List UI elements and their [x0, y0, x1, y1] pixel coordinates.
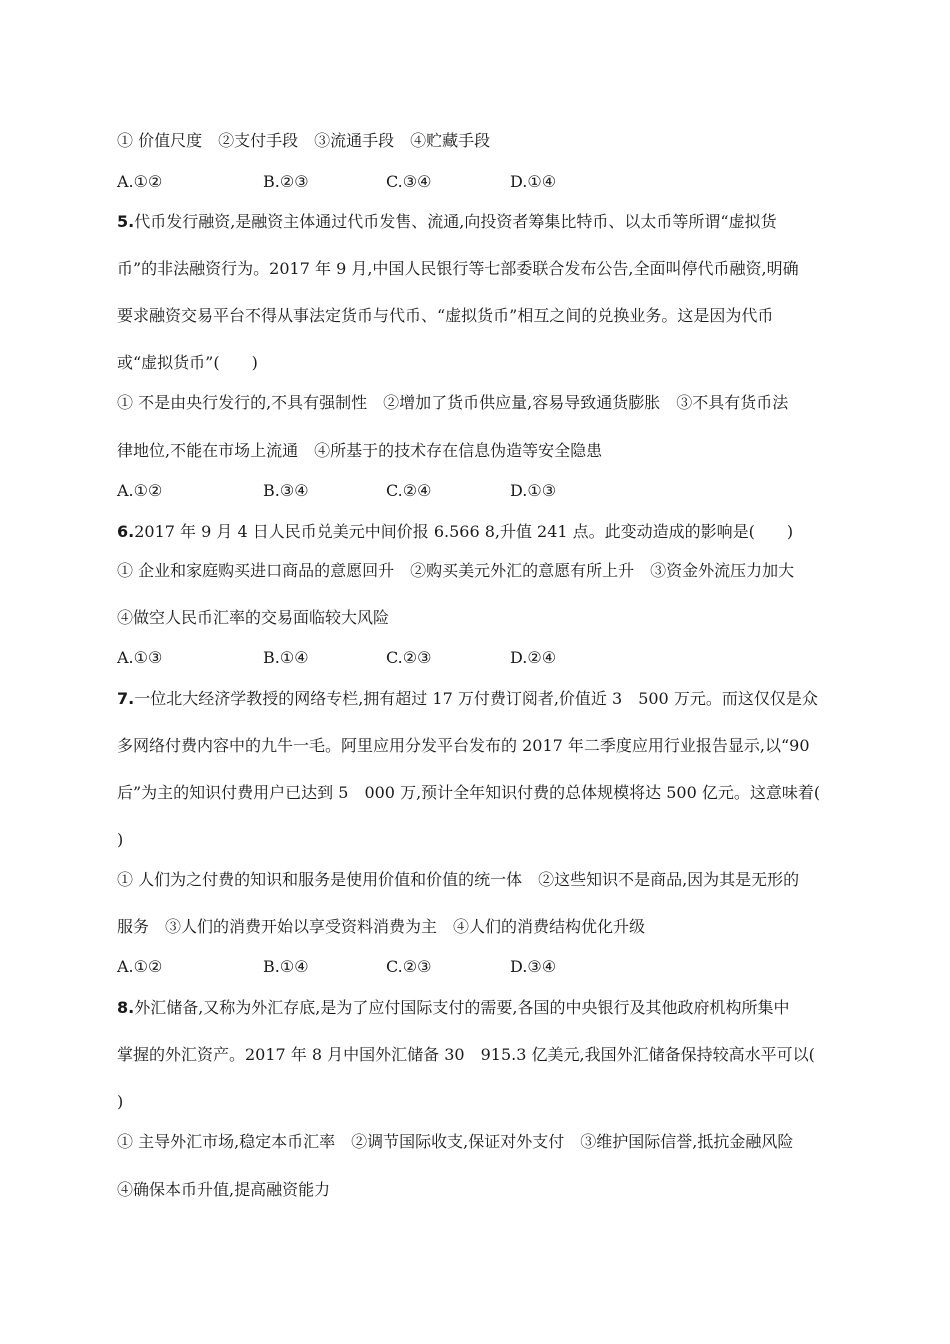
q6-number: 6. [117, 522, 135, 541]
q8-statements-line-2: ④确保本币升值,提高融资能力 [117, 1180, 331, 1199]
q7-stem-line-1 [117, 689, 818, 709]
q5-number: 5. [117, 212, 135, 231]
q7-option-a: A.①② [117, 957, 163, 976]
q4-option-a: A.①② [117, 172, 163, 191]
q5-option-b: B.③④ [263, 481, 309, 500]
q5-stem-line-2: 币”的非法融资行为。2017 年 9 月,中国人民银行等七部委联合发布公告,全面叫停代币融资,明确 [117, 259, 799, 278]
q5-statements-line-1: ① 不是由央行发行的,不具有强制性 ②增加了货币供应量,容易导致通货膨胀 ③不具有货币法 [117, 393, 789, 412]
q8-stem-line-1 [117, 998, 789, 1018]
q5-statements-line-2: 律地位,不能在市场上流通 ④所基于的技术存在信息伪造等安全隐患 [117, 441, 603, 460]
q4-option-b: B.②③ [263, 172, 309, 191]
q5-option-d: D.①③ [510, 481, 557, 500]
q8-stem-line-2: 掌握的外汇资产。2017 年 8 月中国外汇储备 30 915.3 亿美元,我国外汇储备保持较高水平可以( [117, 1045, 815, 1064]
q8-stem-text-1: 外汇储备,又称为外汇存底,是为了应付国际支付的需要,各国的中央银行及其他政府机构所集中 [134, 998, 790, 1017]
q4-option-d: D.①④ [510, 172, 557, 191]
q6-stem-line-1 [117, 522, 793, 542]
q6-option-b: B.①④ [263, 648, 309, 667]
q7-stem-line-3: 后”为主的知识付费用户已达到 5 000 万,预计全年知识付费的总体规模将达 500 亿元。这意味着( [117, 783, 821, 802]
q7-option-b: B.①④ [263, 957, 309, 976]
q4-option-c: C.③④ [386, 172, 432, 191]
q5-stem-line-4: 或“虚拟货币”( ) [117, 353, 258, 372]
q7-stem-text-1: 一位北大经济学教授的网络专栏,拥有超过 17 万付费订阅者,价值近 3 500 万元。而这仅仅是众 [134, 689, 818, 708]
q7-stem-line-4: ) [117, 830, 124, 849]
q7-stem-line-2: 多网络付费内容中的九牛一毛。阿里应用分发平台发布的 2017 年二季度应用行业报告显示,以“90 [117, 736, 810, 755]
q7-number: 7. [117, 689, 135, 708]
q8-statements-line-1: ① 主导外汇市场,稳定本币汇率 ②调节国际收支,保证对外支付 ③维护国际信誉,抵抗金融风险 [117, 1132, 794, 1151]
q6-option-a: A.①③ [117, 648, 163, 667]
q4-statements: ① 价值尺度 ②支付手段 ③流通手段 ④贮藏手段 [117, 131, 491, 150]
q6-option-c: C.②③ [386, 648, 432, 667]
q5-option-a: A.①② [117, 481, 163, 500]
q5-stem-line-3: 要求融资交易平台不得从事法定货币与代币、“虚拟货币”相互之间的兑换业务。这是因为代币 [117, 306, 774, 325]
q7-option-d: D.③④ [510, 957, 557, 976]
q7-statements-line-1: ① 人们为之付费的知识和服务是使用价值和价值的统一体 ②这些知识不是商品,因为其是无形的 [117, 870, 800, 889]
q6-stem-text: 2017 年 9 月 4 日人民币兑美元中间价报 6.566 8,升值 241 点。此变动造成的影响是( ) [134, 522, 794, 541]
q6-statements-line-1: ① 企业和家庭购买进口商品的意愿回升 ②购买美元外汇的意愿有所上升 ③资金外流压力加大 [117, 561, 795, 580]
q7-statements-line-2: 服务 ③人们的消费开始以享受资料消费为主 ④人们的消费结构优化升级 [117, 917, 646, 936]
q5-stem-text-1: 代币发行融资,是融资主体通过代币发售、流通,向投资者筹集比特币、以太币等所谓“虚拟货 [134, 212, 777, 231]
q6-option-d: D.②④ [510, 648, 557, 667]
q6-statements-line-2: ④做空人民币汇率的交易面临较大风险 [117, 608, 390, 627]
q5-option-c: C.②④ [386, 481, 432, 500]
q8-stem-line-3: ) [117, 1092, 124, 1111]
q5-stem-line-1 [117, 212, 777, 232]
q7-option-c: C.②③ [386, 957, 432, 976]
q8-number: 8. [117, 998, 135, 1017]
